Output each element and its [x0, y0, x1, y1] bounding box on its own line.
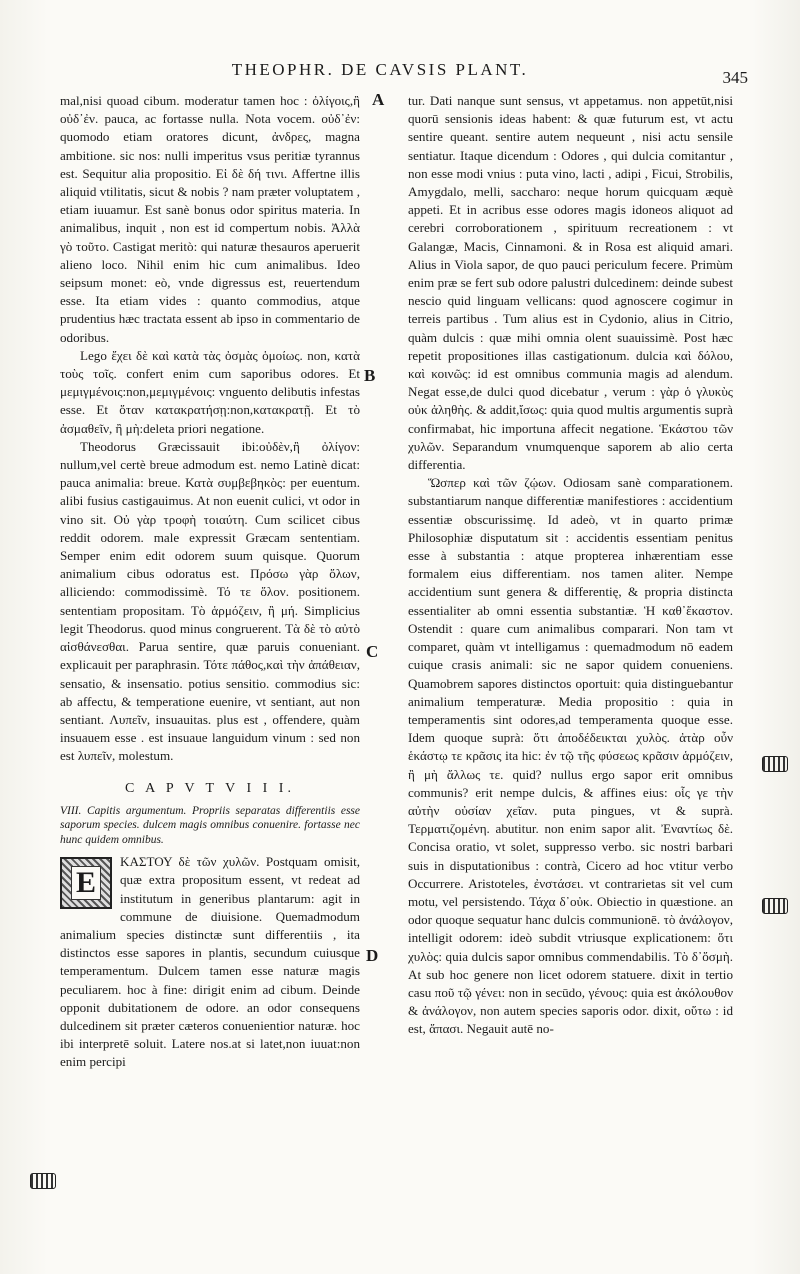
- paragraph: mal,nisi quoad cibum. moderatur tamen hoc : ὀλίγοις,ἢ οὐδ᾽ἐν. pauca, ac fortasse nulla. Nota vocem. οὐδ᾽ἐν: quomodo etiam oratores dicunt, ἀνδρες, magna ambitione. sic nos: nulli imperitus vsus peritiæ tyrannus est. Sequitur alia propositio. Εἰ δὲ δή τινι. Affertne illis aliquid vtilitatis, sicut & nobis ? nam præter voluptatem , etiam iuuamur. Est sanè bonus odor spiritus materia. In animalibus, inquit , non est id compertum nobis. Ἀλλὰ γὸ τοῦτο. Castigat meritò: qui naturæ thesauros aperuerit alieno loco. Nihil enim hic cum animalibus. Ideo seipsum monet: eò, vnde digressus est, reuertendum esse. Ita etiam vides : quanto commodius, atque prudentius hæc tractata essent ab ipso in commentario de odoribus.: [60, 93, 360, 345]
- margin-letter-c: C: [366, 642, 379, 661]
- dropcap-letter: E: [71, 866, 101, 900]
- paragraph: tur. Dati nanque sunt sensus, vt appetamus. non appetūt,nisi quorū sensionis ideas habent: & quæ futurum est, vt actu sentire queant. sentire autem nequeunt , nisi actu sensile sentiatur. Itaque dicendum : Odores , qui dulcia comitantur , non esse modi vnius : puta vino, lacti , adipi , Ficui, Strobilis, Amygdalo, melli, saccharo: neque horum quicquam æquè appeti. Et in acribus esse odores magis idoneos aliquot ad cerebri corroborationem , spirituum recreationem : vt Galangæ, Macis, Cinnamoni. & in Rosa est aliquid amari. Alius in Viola sapor, de quo pauci periculum fecere. Primùm enim præ se fert sub odore palustri dulcedinem: deinde subest nescio quid linguam vellicans: quod agnoscere cogimur in terreis partibus . Tum alius est in Cydonio, alius in Citrio, quàm dulcis : quæ mihi omnia olent suauissimè. Post hæc repetit propositiones illas castigationum. dulcia καὶ δόλου, καὶ κοινῶς: id est omnibus communia magis ad alendum. Negat esse,de dulci quod dicebatur , verum : γὰρ ὁ γλυκὺς οὐκ ἀληθὴς. & addit,ἴσως: quia quod multis argumentis suprà confirmabat, hic importuna affecit negatione. Ἑκάστου τῶν χυλῶν. Separandum vnumquenque saporem ab alio certa differentia.: [408, 93, 733, 473]
- chapter-argument: VIII. Capitis argumentum. Propriis separatas differentiis esse saporum species. dulcem magis omnibus conuenire. fortasse nec hunc quidem omnibus.: [60, 804, 360, 846]
- chapter-text: ΚΑΣΤΟΥ δὲ τῶν χυλῶν. Postquam omisit, quæ extra propositum essent, vt redeat ad institutum in generibus plantarum: agit in commune de diuisione. Quemadmodum animalium species distinctæ sunt differentiis , ita distinctos esse sapores in plantis, secundum cuiusque temperamentum. Dulcem tamen esse naturæ magis peculiarem. hoc à fine: dirigit enim ad cibum. Deinde opponit dubitationem de odore. an odor consequens dulcedinem sit præter cæteros conuenientior naturæ. hoc ibi interpretē soluit. Latere nos.at si latet,non iuuat:non enim percipi: [60, 854, 360, 1070]
- margin-letter-d: D: [366, 946, 379, 965]
- margin-letter-a: A: [372, 90, 385, 109]
- left-column: [60, 92, 360, 1072]
- decorated-initial-icon: [60, 857, 112, 909]
- paragraph: Lego ἔχει δὲ καὶ κατὰ τὰς ὀσμὰς ὁμοίως. non, κατὰ τοὺς τοῖς. confert enim cum saporibus odores. Et μεμιγμένοις:non,μεμιγμένοις: vnguento delibutis infestas esse. Et ὅταν κατακρατήσῃ:non,κατακρατῇ. Et τὸ ἀσμαθεῖν, ἢ μὴ:deleta priori negatione.: [60, 347, 360, 436]
- right-column: [408, 92, 733, 1039]
- chapter-heading: C A P V T V I I I.: [125, 780, 295, 796]
- manicule-icon: [30, 1173, 56, 1189]
- manicule-icon: [762, 756, 788, 772]
- page-number: 345: [722, 68, 748, 87]
- paragraph: Theodorus Græcissauit ibi:οὐδὲν,ἢ ὀλίγον: nullum,vel certè breue admodum est. nemo Latinè dicat: pauca animalia: breue. Κατὰ συμβεβηκὸς: per euentum. alibi fusius castigauimus. At non euenit culici, vt odor in vino sit. Οὐ γὰρ τροφὴ τοιαύτη. Cum scilicet cibus reddit odorem. male expressit Græcam sententiam. Semper enim edit odorem suum quisque. Quorum animalium cibus odoratus est. Πρόσω γὰρ ὅλων, alliciendo: commodissimè. Τό τε ὅλον. positionem. sententiam propositam. Τὸ ἁρμόζειν, ἢ μή. Simplicius legit Theodorus. quod minus congruerent. Τὰ δὲ τὸ αὐτὸ αἰσθάνεσθαι. Parua sentire, quæ paruis conueniant. explicauit per paraphrasin. Τότε πάθος,καὶ τὴν ἀπάθειαν, sensatio, & insensatio. potius sensitio. commodius sic: ab affectu, & temperatione euenire, vt sentiant, aut non sentiant. Λυπεῖν, insuauitas. plus est , offendere, quàm insuauem esse . est insuaue languidum vinum : sed non est λυπεῖν, molestum.: [60, 438, 360, 764]
- margin-letter-b: B: [364, 366, 376, 385]
- paragraph: Ὥσπερ καὶ τῶν ζῴων. Odiosam sanè comparationem. substantiarum nanque differentiæ manifestiores : accidentium essentiæ obscurissimę. Id adeò, vt in quarto primæ Philosophiæ disputatum sit : accidentis essentiam penitus esse à substantia : atque propterea inhærentiam esse formalem eius differentiam. nos tamen aliter. Nempe accidentium sunt genera & differentię, & propria distincta essentialiter ab omni essentia substantiæ. Ἡ καθ᾽ἕκαστον. Ostendit : quare cum animalibus comparari. Non tam vt comparet, quàm vt intelligamus : quemadmodum nō eadem cuique crasis animali: sic ne sapor quidem conueniens. Quamobrem sapores distinctos oportuit: quia distinguebantur animalium temperaturæ. Media propositio : quia in temperamentis sint odores,ad temperamenta quoque esse. Idem quoque suprà: ὅτι ἀποδέδεικται χυλὸς. ἀτὰρ οὖν ἑκάστῳ τε κρᾶσις ita hic: ἐν τῷ τῆς φύσεως κρᾶσιν ἁρμόζειν, ἢ μὴ ἄλλως τε. quid? nullus ergo sapor erit omnibus communis? erit nempe dulcis, & affines eius: οἷς γε τὴν αὐτὴν οὐσίαν χεῖαν. puta pingues, vt & suprà. Τερματιζομένη. abutitur. non enim sapor alit. Ἐναντίως δὲ. Concisa oratio, vt solet, suppresso verbo. sic nostri barbari suis in disputationibus : contrà, Cicero ad hoc vtitur verbo Occurrere. Aristoteles, ἐνστάσει. vt contrarietas sit vel cum motu, vel persistendo. Τάχα δ᾽οὐκ. Obiectio in quæstione. an odor quoque sequatur hanc dulcis communionē. τὸ ἀνάλογον, intelligit odorem: ideò subdit vtriusque explicationem: ὅτι χυλὸς: quia dulcis sapor omnibus commendabilis. Τὸ δ᾽ὅσμὴ. At sub hoc genere non licet odorem statuere. dixit in tertio casu ποῦ τῷ γένει: non in secūdo, γένους: quia est ἀκόλουθον & ἀνάλογον, non autem species saporis odor. dixit, οὕτω : id est, ἅπασι. Negauit autē no-: [408, 475, 733, 1037]
- running-title: THEOPHR. DE CAVSIS PLANT.: [231, 60, 529, 79]
- manicule-icon: [762, 898, 788, 914]
